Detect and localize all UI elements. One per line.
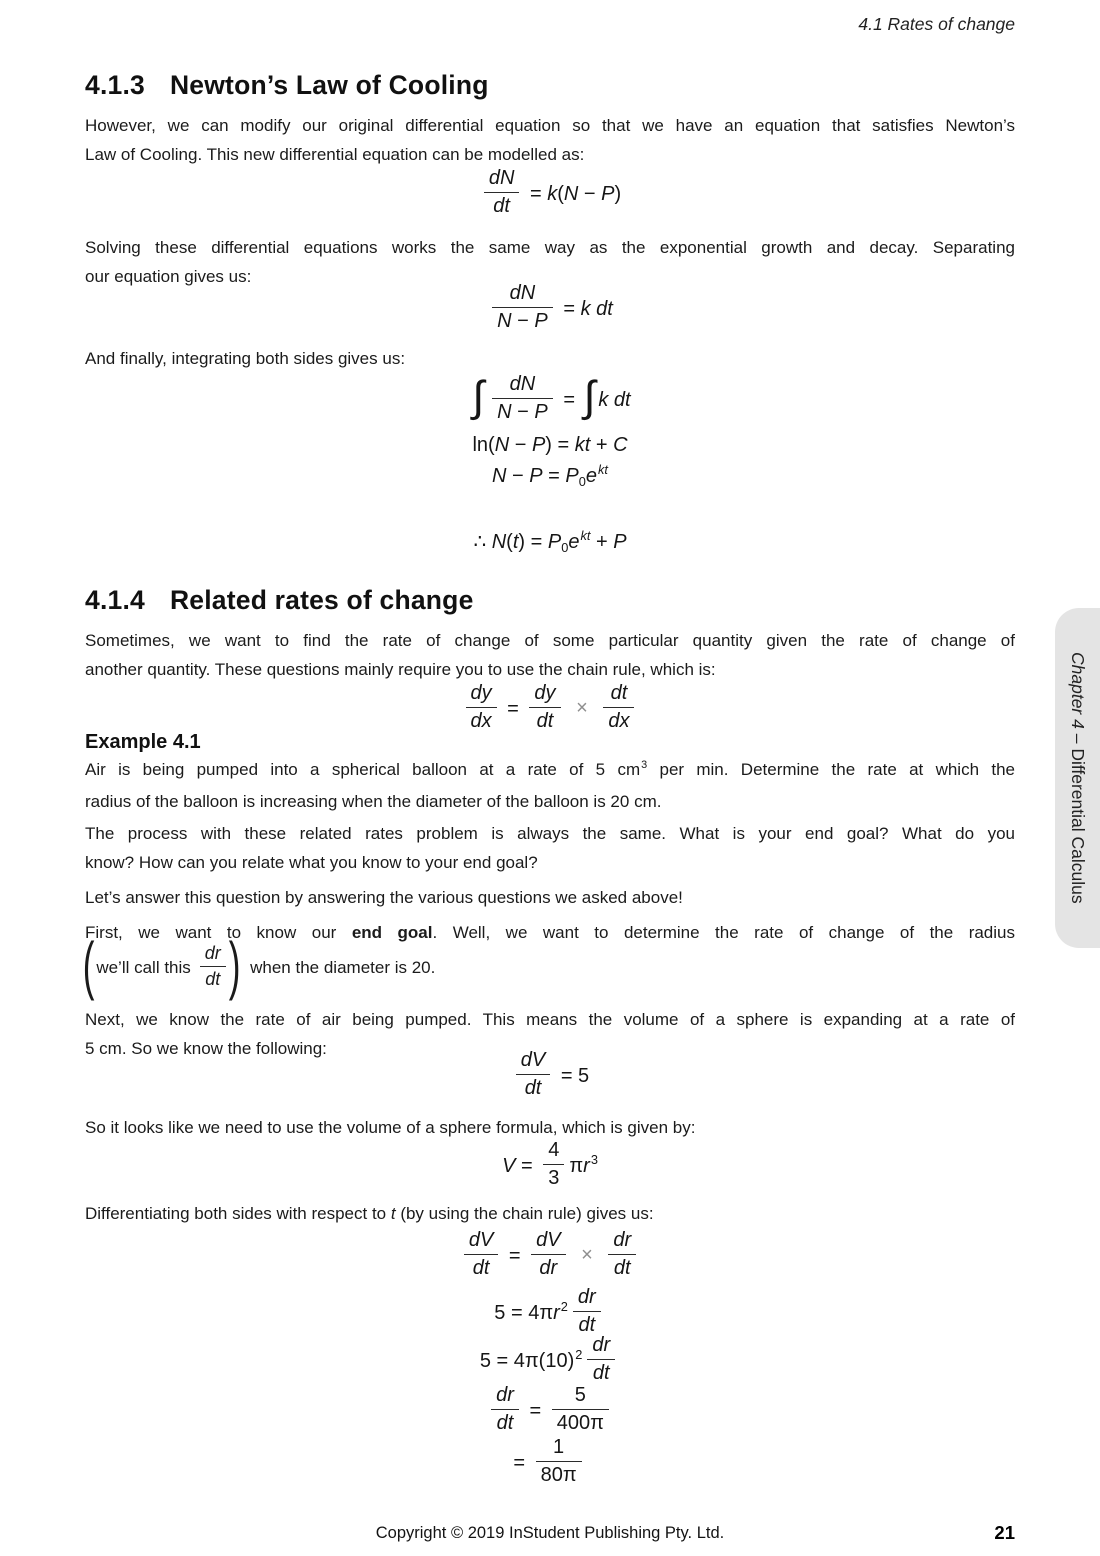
running-header: 4.1 Rates of change: [858, 14, 1015, 34]
equation-separated-variables: $\frac{dN}{N - P}$ = k dt: [85, 284, 1015, 335]
equation-log-form: ln(N − P) = kt + C: [472, 434, 628, 456]
section-title: Newton’s Law of Cooling: [169, 70, 489, 100]
equation-result-simplified: = $\frac{1}{80\pi}$: [85, 1438, 1015, 1489]
chapter-subject-label: Differential Calculus: [1068, 748, 1088, 904]
section-number: 4.1.3: [85, 70, 145, 100]
equation-exp-form: $N - P = P_0e^{kt}$: [492, 462, 608, 489]
note-text-before: we’ll call this: [96, 958, 191, 977]
equation-chain-rule: $\frac{dy}{dx}$ = $\frac{dy}{dt}$ × $\frac{dt}{dx}$: [85, 684, 1015, 735]
paragraph-process: The process with these related rates problem is always the same. What is your end goal? What do you know? How can you relate what you know to your end goal?: [85, 824, 1015, 872]
chapter-number-label: Chapter 4 –: [1068, 652, 1088, 749]
chapter-tab-label: [1067, 652, 1088, 904]
note-text-after: when the diameter is 20.: [250, 958, 436, 977]
equation-newton-cooling-ode: $\frac{dN}{dt}$ = k(N − P): [85, 169, 1015, 220]
dr-dt-fraction: $\frac{dr}{dt}$: [195, 945, 231, 992]
paragraph-lets-answer: Let’s answer this question by answering the various questions we asked above!: [85, 888, 683, 907]
page-footer: [85, 1524, 1015, 1543]
paragraph-balloon-problem: Air is being pumped into a spherical balloon at a rate of 5 $cm^3$ per min. Determine the rate at which the radius of the balloon is increasing when the diameter of the balloon is 20 cm.: [85, 759, 1015, 811]
section-number: 4.1.4: [85, 585, 145, 615]
equation-result-fraction: $\frac{dr}{dt}$ = $\frac{5}{400\pi}$: [85, 1386, 1015, 1437]
equation-sphere-volume: V = $\frac{4}{3}$ $\pi r^3$: [502, 1139, 598, 1189]
paragraph-integrating: And finally, integrating both sides gives us:: [85, 349, 406, 368]
paragraph-inline-fraction: ( we’ll call this $\frac{dr}{dt}$ ) when the diameter is 20.: [82, 929, 436, 1001]
equation-substituted-10: $5 = 4\pi(10)^2$ $\frac{dr}{dt}$: [85, 1336, 1015, 1387]
paragraph-differentiating: Differentiating both sides with respect to t (by using the chain rule) gives us:: [85, 1204, 654, 1223]
section-heading-4-1-4: [85, 585, 1015, 616]
equation-dv-dt: $\frac{dV}{dt}$ = 5: [85, 1051, 1015, 1102]
equation-chain-applied: $\frac{dV}{dt}$ = $\frac{dV}{dr}$ × $\frac{dr}{dt}$: [85, 1231, 1015, 1282]
paragraph-end-goal: First, we want to know our end goal. Well, we want to determine the rate of change of the radius: [85, 923, 1015, 942]
chapter-tab: [1055, 608, 1100, 948]
paragraph-related-rates-intro: Sometimes, we want to find the rate of change of some particular quantity given the rate of change of another quantity. These questions mainly require you to use the chain rule, which is:: [85, 631, 1015, 679]
equation-solution: ∴ $N(t) = P_0e^{kt} + P$: [473, 528, 627, 555]
section-heading-4-1-3: [85, 70, 1015, 101]
paragraph-sphere-formula: So it looks like we need to use the volume of a sphere formula, which is given by:: [85, 1118, 696, 1137]
section-title: Related rates of change: [169, 585, 474, 615]
example-heading: Example 4.1: [85, 731, 201, 753]
equation-integral-both-sides: ∫ $\frac{dN}{N - P}$ = ∫ k dt: [472, 372, 631, 423]
paragraph-solving: Solving these differential equations works the same way as the exponential growth and decay. Separating our equation gives us:: [85, 238, 1015, 286]
footer-copyright: Copyright © 2019 InStudent Publishing Pty. Ltd.: [375, 1524, 725, 1542]
page-number: 21: [994, 1522, 1015, 1543]
equation-substituted-r: $5 = 4\pi r^2$ $\frac{dr}{dt}$: [85, 1288, 1015, 1339]
paragraph-intro-cooling: However, we can modify our original differential equation so that we have an equation that satisfies Newton’s Law of Cooling. This new differential equation can be modelled as:: [85, 116, 1015, 164]
paragraph-rate-of-air: Next, we know the rate of air being pumped. This means the volume of a sphere is expanding at a rate of 5 cm. So we know the following:: [85, 1010, 1015, 1058]
